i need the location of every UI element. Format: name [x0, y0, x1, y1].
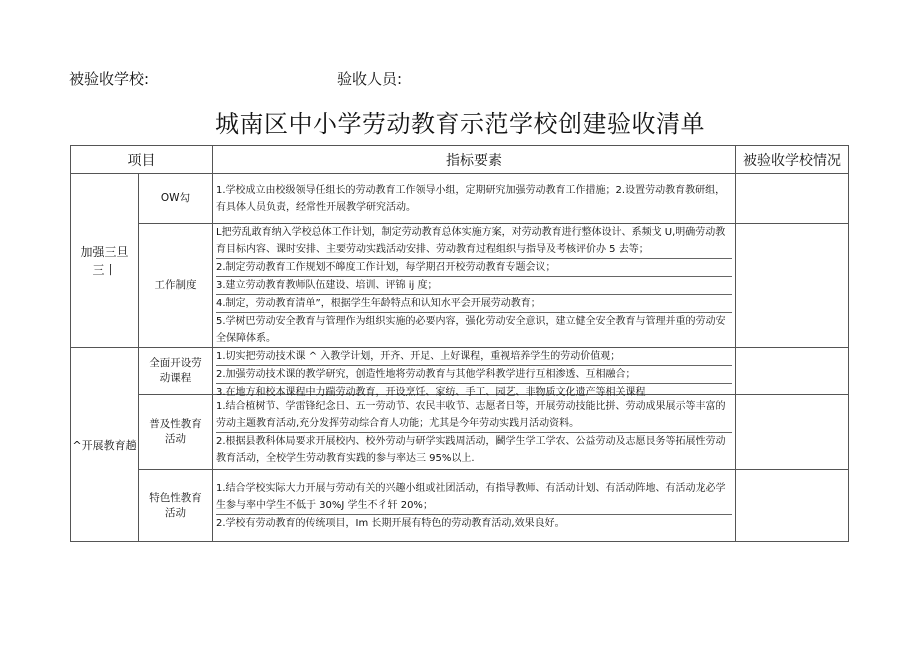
indicator-item: 4.制定，劳动教育清单”，根据学生年龄特点和认知水平会开展劳动教育； — [216, 295, 732, 313]
indicator-item: 3.建立劳动教育教师队伍建设、培训、评锦 ij 度； — [216, 277, 732, 295]
indicator-cell — [213, 470, 736, 542]
indicator-cell — [213, 395, 736, 470]
school-label: 被验收学校: — [69, 70, 150, 88]
indicator-item: L把劳乱敢育纳入学校总体工作计划，制定劳动教育总体实施方案，对劳动教育进行整体设计、系频戈 U,明确劳动教育目标内容、课时安排、主要劳动实践活动安排、劳动教育过程组织与指导及考核评价办 5 去等； — [216, 224, 732, 259]
status-cell[interactable] — [736, 174, 849, 224]
indicator-item: 2.根据县教科体局要求开展校内、校外劳动与研学实践周活动，鬭学生学工学农、公益劳动及志愿艮务等拓展性劳动教育活动，全校学生劳动教育实践的参与率达三 95%以上. — [216, 435, 726, 464]
document-title: 城南区中小学劳动教育示范学校创建验收清单 — [215, 110, 705, 138]
header-row — [71, 146, 849, 174]
table-row — [71, 470, 849, 542]
indicator-cell — [213, 224, 736, 348]
indicator-clip — [216, 348, 732, 398]
table-row — [71, 224, 849, 348]
indicator-item: 1.切实把劳动技术课 ^ 入教学计划，开齐、开足、上好课程，重视培养学生的劳动价值观； — [216, 348, 732, 366]
status-cell[interactable] — [736, 348, 849, 395]
indicator-cell — [213, 174, 736, 224]
indicator-item: 2.加强劳动技术课的教学研究，创造性地将劳动教育与其他学科教学进行互相渗透、互相融合； — [216, 366, 732, 384]
table-row — [71, 395, 849, 470]
subcategory-cell: 普及性教育活动 — [139, 395, 213, 470]
indicator-cell — [213, 348, 736, 398]
col-header-indicator: 指标要素 — [213, 146, 736, 174]
status-cell[interactable] — [736, 470, 849, 542]
subcategory-cell: 特色性教育活动 — [139, 470, 213, 542]
table-row — [71, 174, 849, 224]
inspector-label: 验收人员: — [337, 70, 403, 88]
indicator-item: 5.学树巴劳动安全教育与管理作为组织实施的必要内容，强化劳动安全意识，建立健全安全教育与管理并重的劳动安全保障体系。 — [216, 316, 726, 344]
category-cell: 加强三旦 三丨 — [71, 174, 139, 348]
status-cell[interactable] — [736, 395, 849, 470]
subcategory-cell: 工作制度 — [139, 224, 213, 348]
indicator-item: 2.学校有劳动教育的传统项目，Im 长期开展有特色的劳动教育活动,效果良好。 — [216, 517, 565, 529]
indicator-item: 2.制定劳动教育工作规划不皞度工作计划，每学期召开校劳动教育专题会议； — [216, 259, 732, 277]
subcategory-cell: OW勾 — [139, 174, 213, 224]
category-cell: ^开展教育趟 — [71, 348, 139, 542]
indicator-item: 1.结合植树节、学雷锋纪念日、五一劳动节、农民丰收节、志愿者日等，开展劳动技能比拼、劳动成果展示等丰富的劳动主题教育活动,充分发挥劳动综合育人功能；尤其是今年劳动实践月活动资料。 — [216, 398, 732, 433]
table-row — [71, 348, 849, 395]
indicator-item: 3.在地方和校本课程中力踹劳动教育，开设烹饪、家纺、手工、园艺、非物质文化遗产等相关课程 — [216, 387, 646, 398]
indicator-item: 1.结合学校实际大力开展与劳动有关的兴趣小组或社团活动，有指导教师、有活动计划、有活动阵地、有活动龙必学生参与率中学生不低于 30%J 学生不彳轩 20%； — [216, 480, 732, 515]
col-header-item: 项目 — [71, 146, 213, 174]
col-header-status: 被验收学校情况 — [736, 146, 849, 174]
subcategory-cell: 全面开设劳动课程 — [139, 348, 213, 395]
status-cell[interactable] — [736, 224, 849, 348]
indicator-item: 1.学校成立由校级领导任组长的劳动教育工作领导小组，定期研究加强劳动教育工作措施；2.设置劳动教育教研组，有具体人员负责，经常性开展教学研究活动。 — [216, 184, 726, 213]
checklist-table — [70, 145, 849, 542]
